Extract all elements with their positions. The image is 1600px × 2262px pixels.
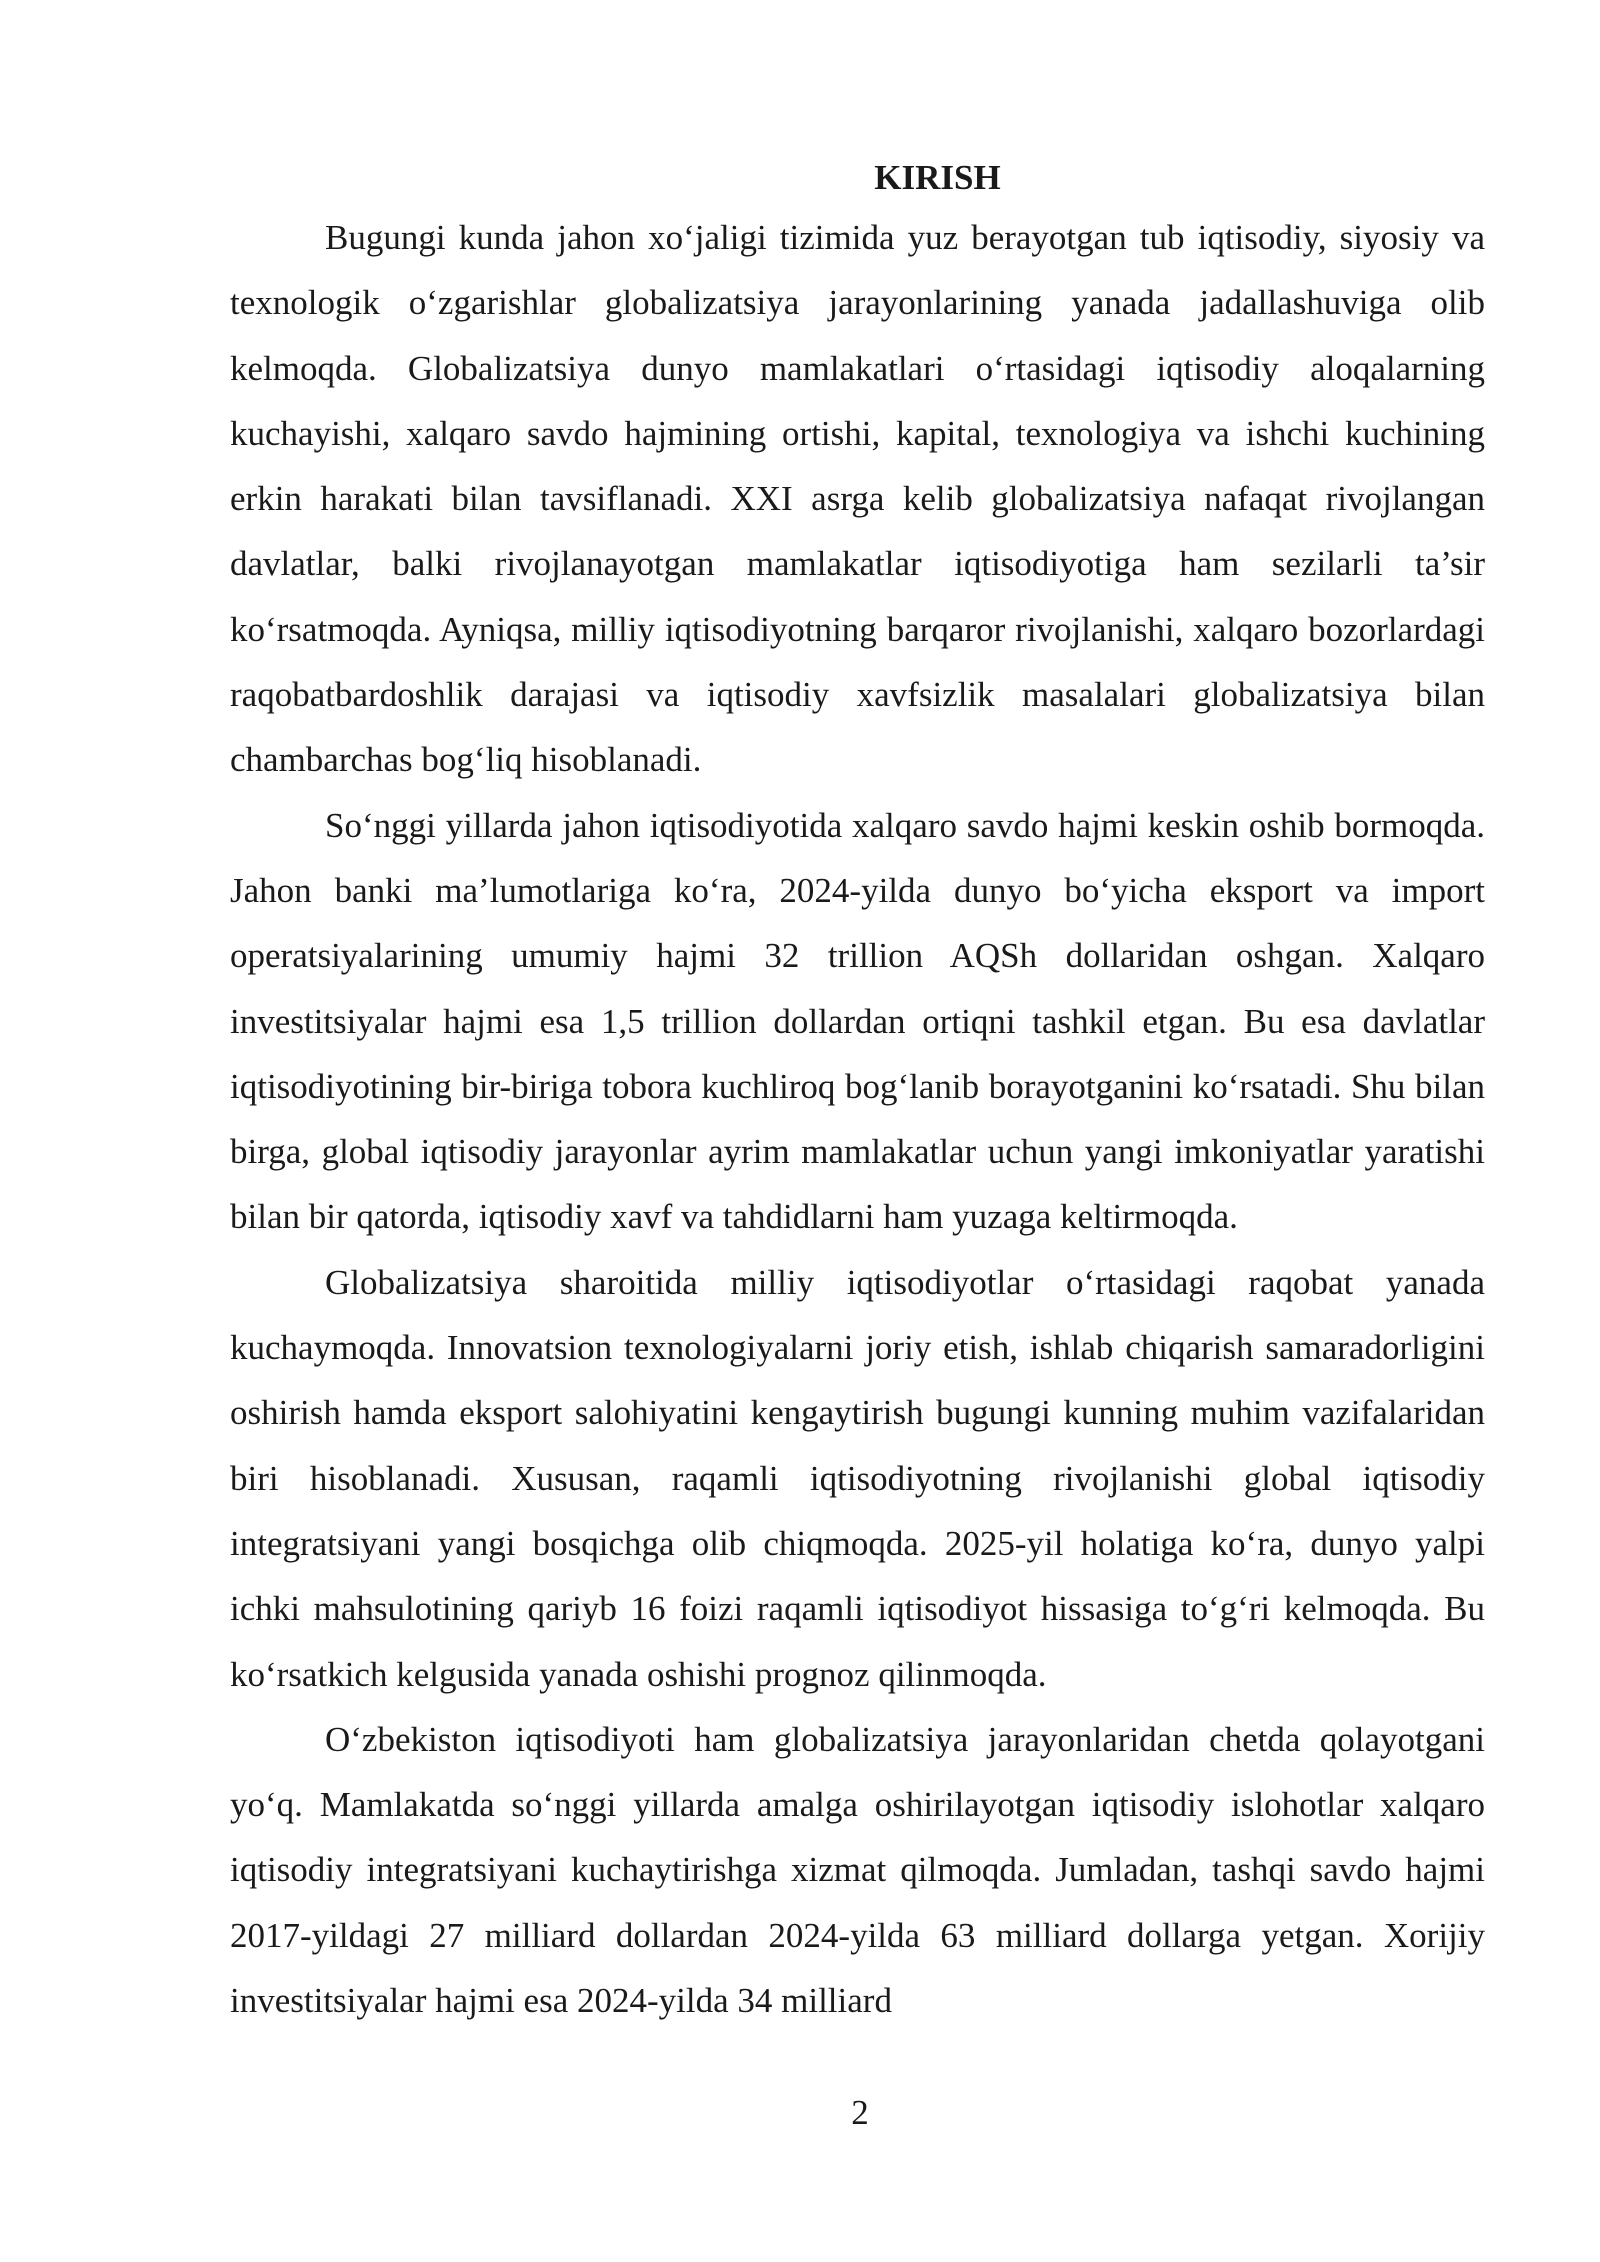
paragraph-4: O‘zbekiston iqtisodiyoti ham globalizatsiya jarayonlaridan chetda qolayotgani yo‘q. Mamlakatda so‘nggi yillarda amalga oshirilayotgan iqtisodiy islohotlar xalqaro iqtisodiy integratsiyani kuchaytirishga xizmat qilmoqda. Jumladan, tashqi savdo hajmi 2017-yildagi 27 milliard dollardan 2024-yilda 63 milliard dollarga yetgan. Xorijiy investitsiyalar hajmi esa 2024-yilda 34 milliard [230, 1719, 1485, 2021]
paragraph-2: So‘nggi yillarda jahon iqtisodiyotida xalqaro savdo hajmi keskin oshib bormoqda. Jahon banki ma’lumotlariga ko‘ra, 2024-yilda dunyo bo‘yicha eksport va import operatsiyalarining umumiy hajmi 32 trillion AQSh dollaridan oshgan. Xalqaro investitsiyalar hajmi esa 1,5 trillion dollardan ortiqni tashkil etgan. Bu esa davlatlar iqtisodiyotining bir-biriga tobora kuchliroq bog‘lanib borayotganini ko‘rsatadi. Shu bilan birga, global iqtisodiy jarayonlar ayrim mamlakatlar uchun yangi imkoniyatlar yaratishi bilan bir qatorda, iqtisodiy xavf va tahdidlarni ham yuzaga keltirmoqda. [230, 805, 1485, 1237]
paragraph-3: Globalizatsiya sharoitida milliy iqtisodiyotlar o‘rtasidagi raqobat yanada kuchaymoqda. Innovatsion texnologiyalarni joriy etish, ishlab chiqarish samaradorligini oshirish hamda eksport salohiyatini kengaytirish bugungi kunning muhim vazifalaridan biri hisoblanadi. Xususan, raqamli iqtisodiyotning rivojlanishi global iqtisodiy integratsiyani yangi bosqichga olib chiqmoqda. 2025-yil holatiga ko‘ra, dunyo yalpi ichki mahsulotining qariyb 16 foizi raqamli iqtisodiyot hissasiga to‘g‘ri kelmoqda. Bu ko‘rsatkich kelgusida yanada oshishi prognoz qilinmoqda. [230, 1262, 1485, 1694]
body-text [230, 150, 1485, 2033]
paragraph-1: Bugungi kunda jahon xo‘jaligi tizimida yuz berayotgan tub iqtisodiy, siyosiy va texnologik o‘zgarishlar globalizatsiya jarayonlarining yanada jadallashuviga olib kelmoqda. Globalizatsiya dunyo mamlakatlari o‘rtasidagi iqtisodiy aloqalarning kuchayishi, xalqaro savdo hajmining ortishi, kapital, texnologiya va ishchi kuchining erkin harakati bilan tavsiflanadi. XXI asrga kelib globalizatsiya nafaqat rivojlangan davlatlar, balki rivojlanayotgan mamlakatlar iqtisodiyotiga ham sezilarli ta’sir ko‘rsatmoqda. Ayniqsa, milliy iqtisodiyotning barqaror rivojlanishi, xalqaro bozorlardagi raqobatbardoshlik darajasi va iqtisodiy xavfsizlik masalalari globalizatsiya bilan chambarchas bog‘liq hisoblanadi. [230, 218, 1485, 780]
page-title: KIRISH [874, 158, 1001, 197]
page-number: 2 [851, 2093, 869, 2132]
